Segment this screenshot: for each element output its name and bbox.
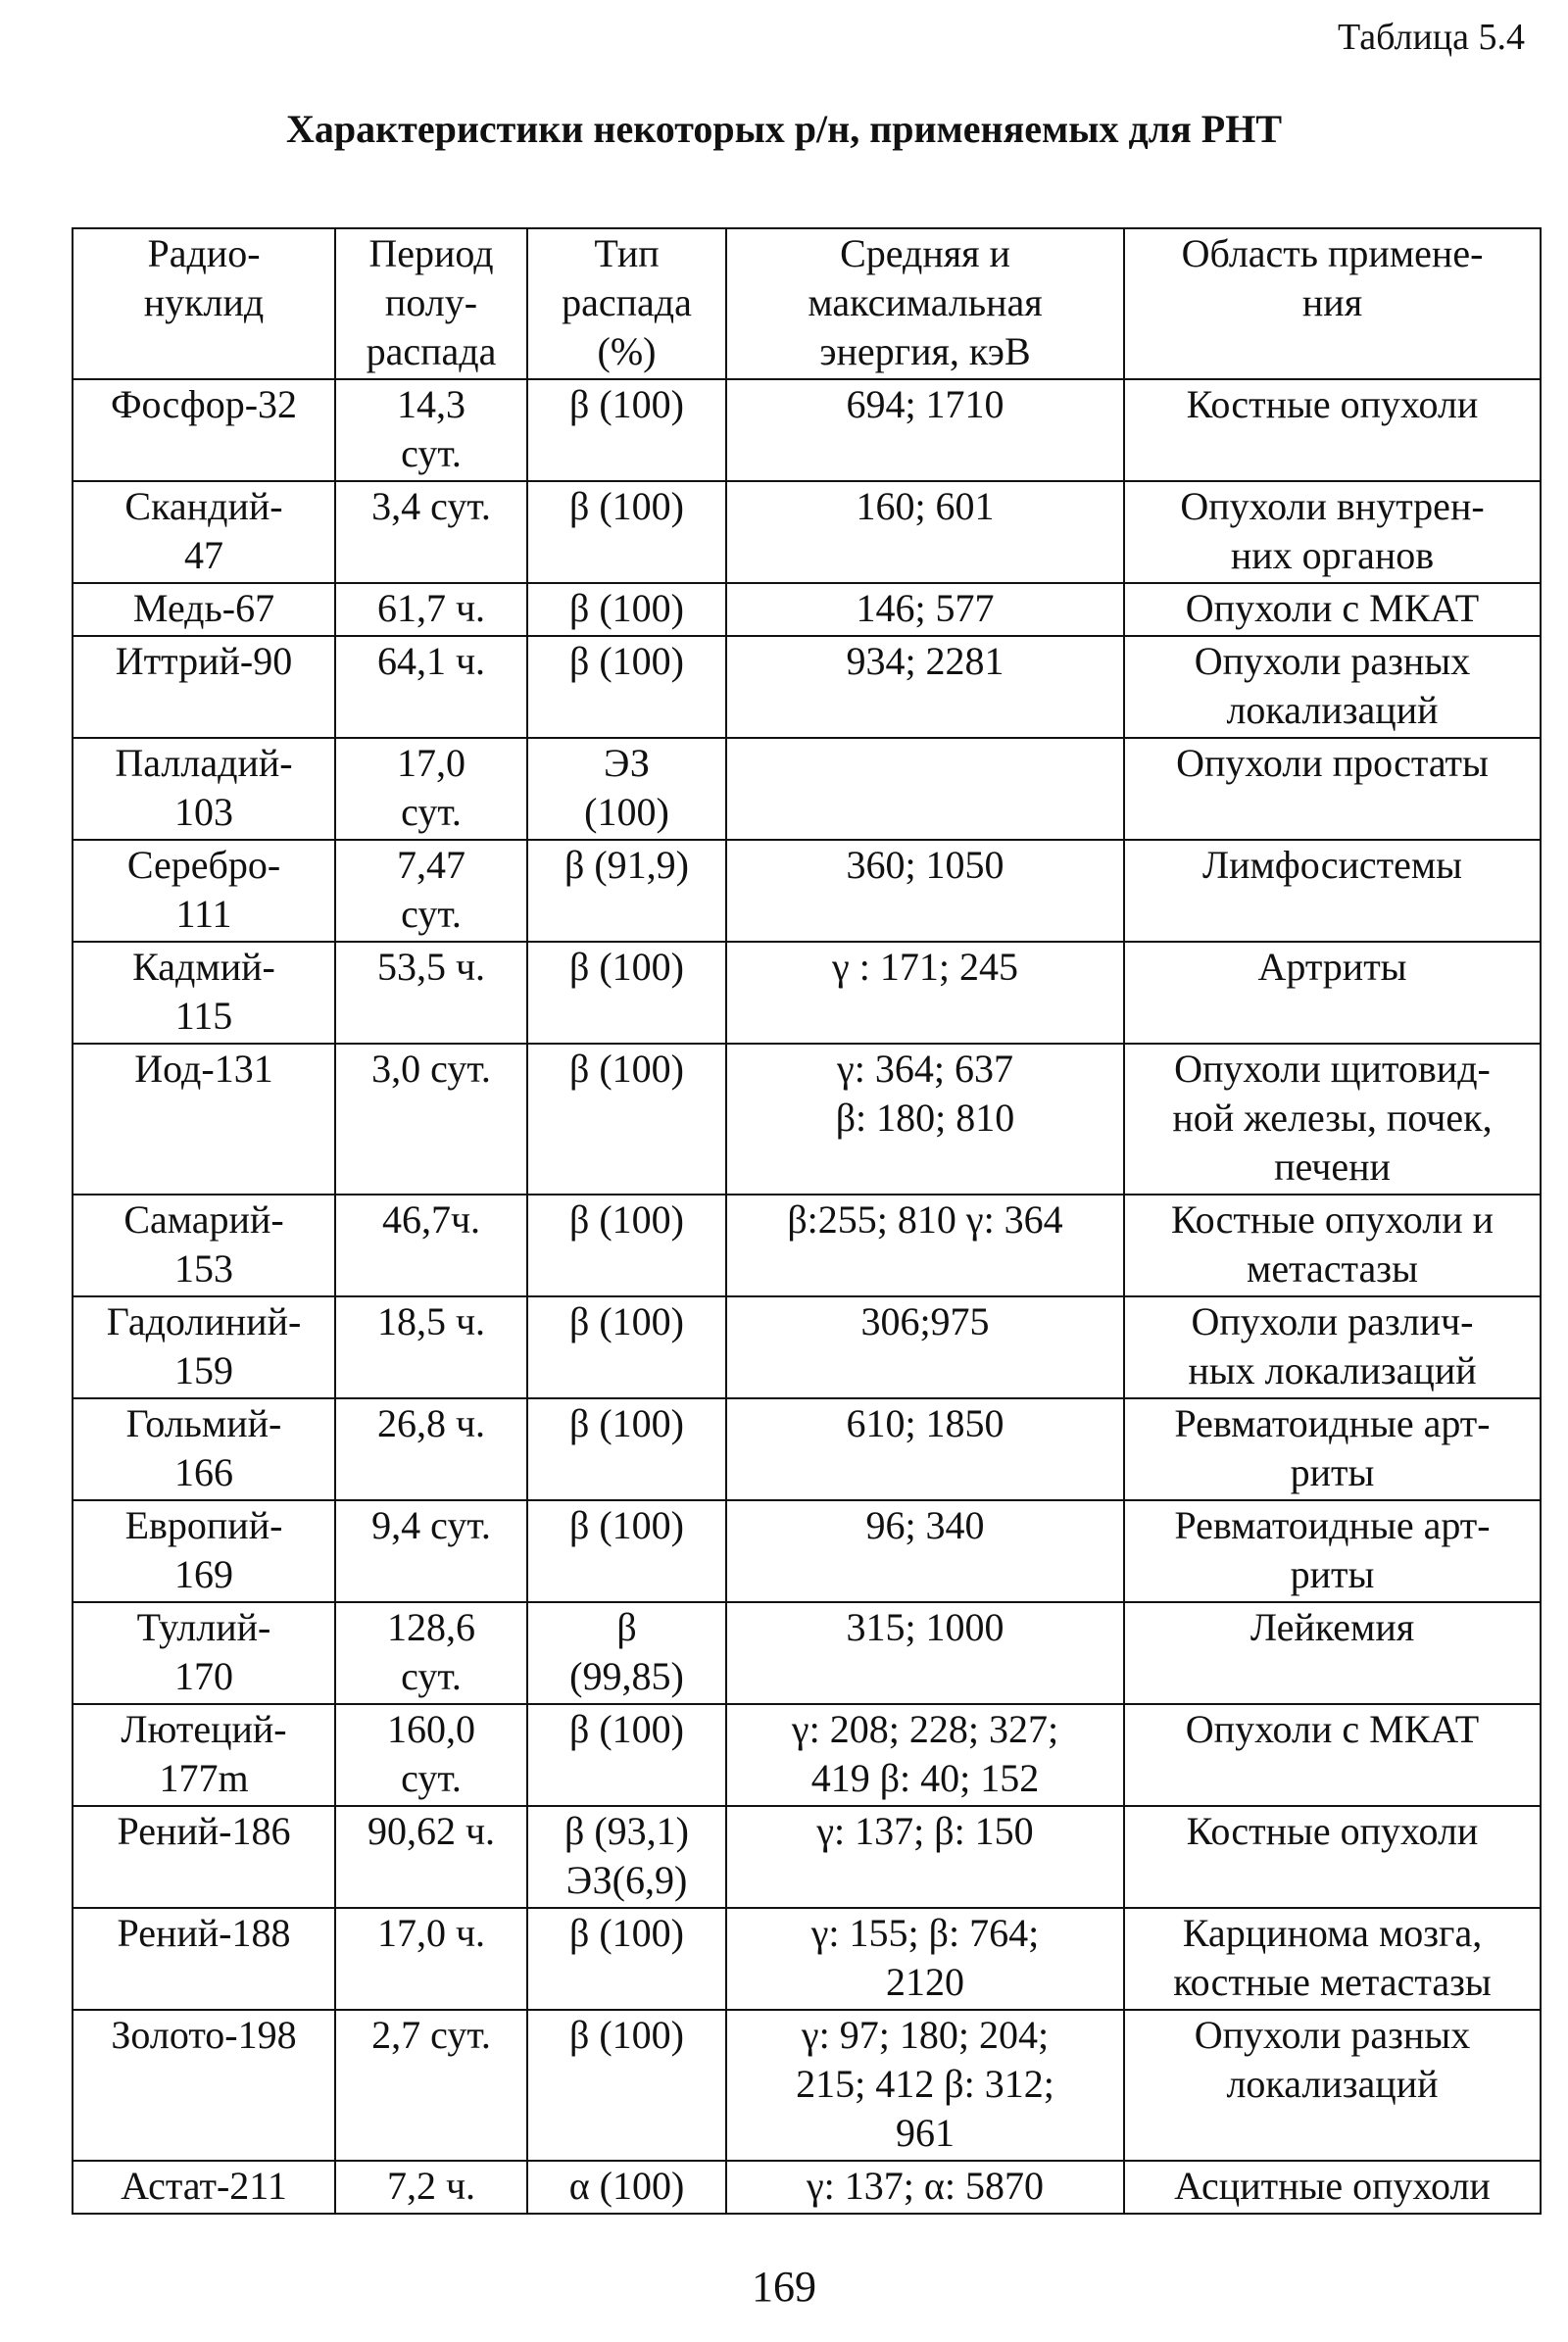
cell-application: Лимфосистемы [1124, 840, 1541, 942]
cell-energy: γ: 155; β: 764; 2120 [726, 1908, 1124, 2010]
cell-application: Опухоли с МКАТ [1124, 583, 1541, 636]
cell-energy: γ: 97; 180; 204; 215; 412 β: 312; 961 [726, 2010, 1124, 2161]
table-label: Таблица 5.4 [1337, 17, 1525, 58]
table-row [73, 2010, 1541, 2161]
cell-radionuclide: Гольмий- 166 [73, 1398, 335, 1500]
cell-decay-type: β (91,9) [527, 840, 726, 942]
cell-decay-type: β (93,1) ЭЗ(6,9) [527, 1806, 726, 1908]
cell-radionuclide: Медь-67 [73, 583, 335, 636]
cell-radionuclide: Самарий- 153 [73, 1195, 335, 1296]
table-row [73, 840, 1541, 942]
cell-half-life: 128,6 сут. [335, 1602, 527, 1704]
cell-energy: γ: 208; 228; 327; 419 β: 40; 152 [726, 1704, 1124, 1806]
cell-energy: γ: 137; β: 150 [726, 1806, 1124, 1908]
cell-energy [726, 738, 1124, 840]
cell-energy: 610; 1850 [726, 1398, 1124, 1500]
cell-radionuclide: Лютеций- 177m [73, 1704, 335, 1806]
cell-decay-type: β (100) [527, 583, 726, 636]
table-row [73, 379, 1541, 481]
cell-radionuclide: Иттрий-90 [73, 636, 335, 738]
cell-application: Артриты [1124, 942, 1541, 1044]
cell-half-life: 160,0 сут. [335, 1704, 527, 1806]
cell-energy: β:255; 810 γ: 364 [726, 1195, 1124, 1296]
cell-decay-type: β (99,85) [527, 1602, 726, 1704]
table-row [73, 1908, 1541, 2010]
page-number: 169 [752, 2263, 816, 2311]
cell-application: Опухоли разных локализаций [1124, 2010, 1541, 2161]
table-row [73, 738, 1541, 840]
cell-decay-type: β (100) [527, 1704, 726, 1806]
cell-energy: 160; 601 [726, 481, 1124, 583]
cell-half-life: 2,7 сут. [335, 2010, 527, 2161]
cell-radionuclide: Гадолиний- 159 [73, 1296, 335, 1398]
cell-application: Костные опухоли и метастазы [1124, 1195, 1541, 1296]
cell-decay-type: α (100) [527, 2161, 726, 2214]
cell-application: Асцитные опухоли [1124, 2161, 1541, 2214]
cell-energy: γ: 364; 637 β: 180; 810 [726, 1044, 1124, 1195]
cell-application: Опухоли с МКАТ [1124, 1704, 1541, 1806]
cell-energy: 360; 1050 [726, 840, 1124, 942]
cell-half-life: 17,0 сут. [335, 738, 527, 840]
cell-radionuclide: Туллий- 170 [73, 1602, 335, 1704]
column-header-radionuclide: Радио- нуклид [73, 228, 335, 379]
cell-decay-type: β (100) [527, 379, 726, 481]
cell-half-life: 3,4 сут. [335, 481, 527, 583]
cell-energy: 315; 1000 [726, 1602, 1124, 1704]
cell-decay-type: β (100) [527, 2010, 726, 2161]
cell-energy: 694; 1710 [726, 379, 1124, 481]
cell-half-life: 7,47 сут. [335, 840, 527, 942]
column-header-half-life: Период полу- распада [335, 228, 527, 379]
cell-radionuclide: Иод-131 [73, 1044, 335, 1195]
cell-decay-type: β (100) [527, 1044, 726, 1195]
cell-decay-type: β (100) [527, 481, 726, 583]
cell-radionuclide: Кадмий- 115 [73, 942, 335, 1044]
cell-half-life: 3,0 сут. [335, 1044, 527, 1195]
cell-radionuclide: Серебро- 111 [73, 840, 335, 942]
cell-energy: 306;975 [726, 1296, 1124, 1398]
table-row [73, 1704, 1541, 1806]
cell-radionuclide: Золото-198 [73, 2010, 335, 2161]
table-header-row [73, 228, 1541, 379]
cell-radionuclide: Астат-211 [73, 2161, 335, 2214]
cell-half-life: 26,8 ч. [335, 1398, 527, 1500]
table-row [73, 583, 1541, 636]
cell-application: Опухоли простаты [1124, 738, 1541, 840]
table-row [73, 2161, 1541, 2214]
column-header-decay-type: Тип распада (%) [527, 228, 726, 379]
cell-application: Карцинома мозга, костные метастазы [1124, 1908, 1541, 2010]
cell-half-life: 64,1 ч. [335, 636, 527, 738]
cell-application: Опухоли различ- ных локализаций [1124, 1296, 1541, 1398]
cell-decay-type: β (100) [527, 942, 726, 1044]
cell-half-life: 9,4 сут. [335, 1500, 527, 1602]
cell-decay-type: β (100) [527, 1195, 726, 1296]
cell-half-life: 90,62 ч. [335, 1806, 527, 1908]
cell-radionuclide: Европий- 169 [73, 1500, 335, 1602]
table-row [73, 1602, 1541, 1704]
cell-half-life: 17,0 ч. [335, 1908, 527, 2010]
radionuclide-table [72, 227, 1542, 2215]
cell-energy: 96; 340 [726, 1500, 1124, 1602]
cell-decay-type: β (100) [527, 1398, 726, 1500]
cell-radionuclide: Рений-186 [73, 1806, 335, 1908]
table-row [73, 636, 1541, 738]
cell-half-life: 18,5 ч. [335, 1296, 527, 1398]
cell-half-life: 53,5 ч. [335, 942, 527, 1044]
column-header-energy: Средняя и максимальная энергия, кэВ [726, 228, 1124, 379]
column-header-application: Область примене- ния [1124, 228, 1541, 379]
table-row [73, 942, 1541, 1044]
table-row [73, 1044, 1541, 1195]
cell-energy: γ: 137; α: 5870 [726, 2161, 1124, 2214]
cell-application: Костные опухоли [1124, 1806, 1541, 1908]
cell-energy: 146; 577 [726, 583, 1124, 636]
cell-radionuclide: Скандий- 47 [73, 481, 335, 583]
table-row [73, 1296, 1541, 1398]
cell-application: Костные опухоли [1124, 379, 1541, 481]
cell-application: Лейкемия [1124, 1602, 1541, 1704]
cell-radionuclide: Палладий- 103 [73, 738, 335, 840]
cell-application: Опухоли внутрен- них органов [1124, 481, 1541, 583]
page-title: Характеристики некоторых р/н, применяемых для РНТ [285, 107, 1282, 151]
table-row [73, 1398, 1541, 1500]
table-row [73, 1806, 1541, 1908]
cell-decay-type: β (100) [527, 1908, 726, 2010]
table-row [73, 1500, 1541, 1602]
table-row [73, 1195, 1541, 1296]
cell-radionuclide: Фосфор-32 [73, 379, 335, 481]
table-row [73, 481, 1541, 583]
cell-application: Опухоли щитовид- ной железы, почек, печени [1124, 1044, 1541, 1195]
cell-energy: γ : 171; 245 [726, 942, 1124, 1044]
cell-decay-type: β (100) [527, 636, 726, 738]
cell-half-life: 14,3 сут. [335, 379, 527, 481]
cell-half-life: 46,7ч. [335, 1195, 527, 1296]
cell-half-life: 7,2 ч. [335, 2161, 527, 2214]
cell-application: Ревматоидные арт- риты [1124, 1398, 1541, 1500]
cell-decay-type: ЭЗ (100) [527, 738, 726, 840]
cell-energy: 934; 2281 [726, 636, 1124, 738]
cell-application: Опухоли разных локализаций [1124, 636, 1541, 738]
cell-decay-type: β (100) [527, 1296, 726, 1398]
cell-decay-type: β (100) [527, 1500, 726, 1602]
cell-half-life: 61,7 ч. [335, 583, 527, 636]
cell-radionuclide: Рений-188 [73, 1908, 335, 2010]
cell-application: Ревматоидные арт- риты [1124, 1500, 1541, 1602]
